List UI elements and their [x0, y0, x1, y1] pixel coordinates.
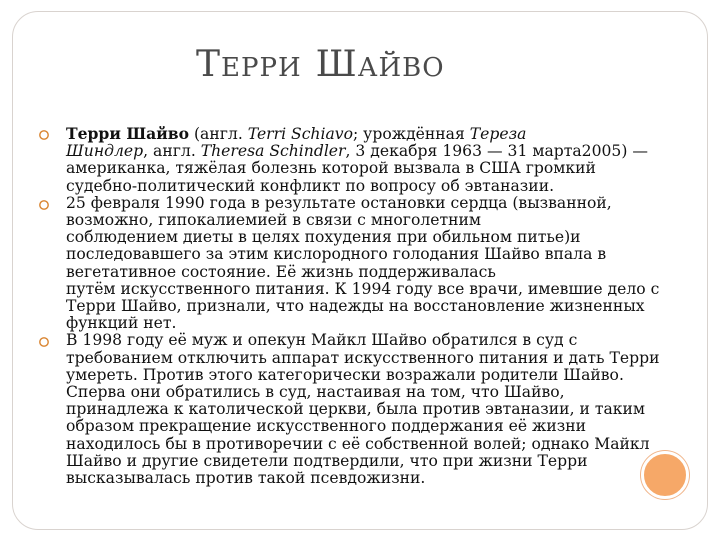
text-run: Тереза — [469, 125, 527, 143]
bullet-text — [66, 125, 688, 195]
text-line — [66, 160, 688, 177]
text-run: умереть. Против этого категорически возражали родители Шайво. — [66, 365, 624, 384]
ring-bullet-icon — [38, 199, 50, 211]
text-line — [66, 384, 688, 401]
text-line — [66, 436, 688, 453]
text-run: последовавшего за этим кислородного голодания Шайво впала в — [66, 245, 607, 264]
text-line — [66, 418, 688, 435]
text-line — [66, 246, 688, 263]
text-line — [66, 470, 688, 487]
text-line — [66, 264, 688, 281]
text-run: принадлежа к католической церкви, была против эвтаназии, и таким — [66, 400, 646, 419]
text-run: Терри Шайво, признали, что надежды на восстановление жизненных — [66, 297, 645, 316]
orange-circle-decoration — [641, 451, 689, 499]
text-line — [66, 281, 688, 298]
bullet-text — [66, 195, 688, 333]
bullet-item — [38, 332, 688, 487]
bullet-text — [66, 332, 688, 487]
text-run: требованием отключить аппарат искусственного питания и дать Терри — [66, 348, 660, 367]
text-run: соблюдением диеты в целях похудения при обильном питье)и — [66, 228, 581, 247]
bullet-item — [38, 195, 688, 333]
text-line — [66, 143, 688, 160]
text-run: Терри Шайво — [66, 124, 190, 143]
text-run: В 1998 году её муж и опекун Майкл Шайво обратился в суд с — [66, 331, 578, 350]
text-run: находилось бы в противоречии с её собственной волей; однако Майкл — [66, 434, 650, 453]
bullet-item — [38, 125, 688, 195]
slide-title — [196, 44, 459, 85]
text-run: Шиндлер — [66, 142, 144, 161]
text-run: 25 февраля 1990 года в результате остановки сердца (вызванной, — [66, 193, 612, 212]
text-run: (англ. — [189, 125, 248, 143]
text-run: американка, тяжёлая болезнь которой вызвала в США громкий — [66, 159, 596, 178]
title-word-2 — [316, 44, 445, 85]
text-line — [66, 178, 688, 195]
text-line — [66, 350, 688, 367]
text-run: , 3 декабря 1963 — 31 марта2005) — — [345, 142, 648, 161]
title-word-2-rest: АЙВО — [357, 53, 445, 83]
text-run: функций нет. — [66, 314, 177, 333]
text-run: Terri Schiavo — [247, 125, 353, 143]
text-run: Сперва они обратились в суд, настаивая на том, что Шайво, — [66, 383, 565, 402]
text-line — [66, 125, 688, 143]
text-line — [66, 229, 688, 246]
bullet-list — [38, 125, 688, 487]
text-line — [66, 195, 688, 212]
text-run: образом прекращение искусственного поддержания её жизни — [66, 417, 587, 436]
text-run: Theresa Schindler — [200, 142, 346, 161]
text-run: , англ. — [143, 142, 201, 161]
text-line — [66, 332, 688, 349]
text-line — [66, 315, 688, 332]
title-word-1-rest: ЕРРИ — [221, 53, 302, 83]
text-line — [66, 453, 688, 470]
text-run: высказывалась против такой псевдожизни. — [66, 469, 426, 488]
text-run: судебно-политический конфликт по вопросу об эвтаназии. — [66, 176, 555, 195]
text-line — [66, 212, 688, 229]
title-word-2-initial: Ш — [315, 44, 358, 85]
text-run: возможно, гипокалиемией в связи с многолетним — [66, 211, 482, 230]
text-run: вегетативное состояние. Её жизнь поддерживалась — [66, 262, 496, 281]
text-line — [66, 401, 688, 418]
ring-bullet-icon — [38, 129, 50, 141]
text-line — [66, 298, 688, 315]
text-run: ; урождённая — [352, 125, 470, 143]
text-run: путём искусственного питания. К 1994 году все врачи, имевшие дело с — [66, 279, 660, 298]
title-word-1 — [196, 44, 302, 85]
text-run: Шайво и другие свидетели подтвердили, что при жизни Терри — [66, 451, 588, 470]
title-word-1-initial: Т — [196, 44, 222, 85]
text-line — [66, 367, 688, 384]
ring-bullet-icon — [38, 336, 50, 348]
